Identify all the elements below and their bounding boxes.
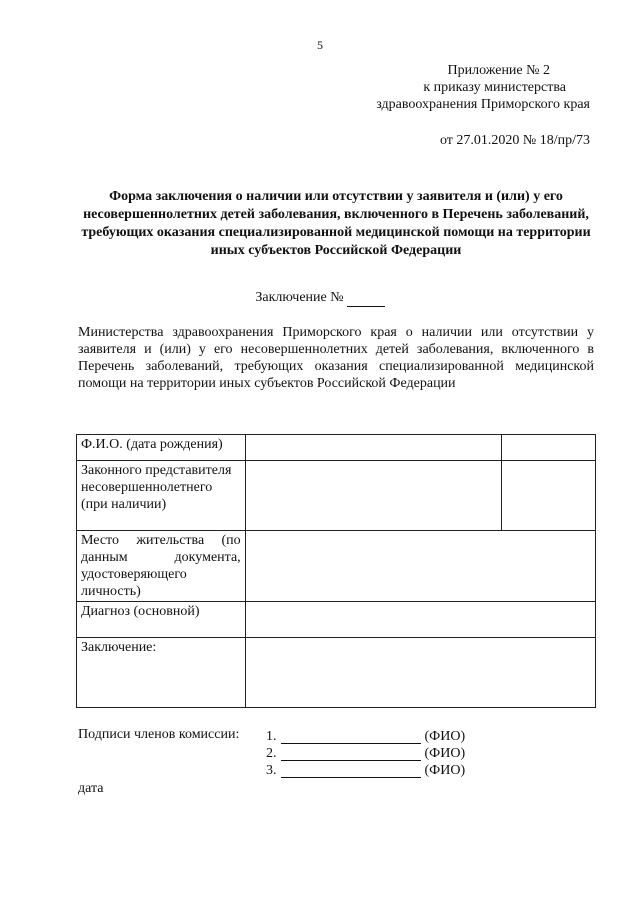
signature-suffix: (ФИО) <box>424 763 466 778</box>
field-diagnosis[interactable] <box>245 602 595 638</box>
appendix-line1: Приложение № 2 <box>447 63 550 78</box>
label-representative: Законного представителя несовершеннолетнего (при наличии) <box>77 461 246 531</box>
conclusion-heading-text: Заключение № <box>255 290 344 305</box>
signature-number: 3. <box>266 763 277 778</box>
label-residence: Место жительства (по данным документа, удостоверяющего личность) <box>77 531 246 602</box>
signature-blank[interactable] <box>281 761 421 778</box>
signature-suffix: (ФИО) <box>424 746 466 761</box>
signature-blank[interactable] <box>281 727 421 744</box>
form-title: Форма заключения о наличии или отсутствии у заявителя и (или) у его несовершеннолетних детей заболевания, включенного в Перечень заболеваний, требующих оказания специализированной медицинской помощи на территории иных субъектов Российской Федерации <box>81 189 591 258</box>
appendix-line2: к приказу министерства <box>423 80 566 95</box>
appendix-header <box>300 62 590 113</box>
signature-line-1 <box>266 727 465 745</box>
label-conclusion: Заключение: <box>77 638 246 708</box>
order-reference: от 27.01.2020 № 18/пр/73 <box>439 133 590 148</box>
signature-suffix: (ФИО) <box>424 729 466 744</box>
signature-line-2 <box>266 744 465 762</box>
conclusion-heading <box>0 290 640 307</box>
field-residence[interactable] <box>245 531 595 602</box>
field-fio-extra[interactable] <box>501 435 595 461</box>
table-row <box>77 435 596 461</box>
signature-line-3 <box>266 761 465 779</box>
table-row <box>77 531 596 602</box>
table-row <box>77 461 596 531</box>
field-representative-extra[interactable] <box>501 461 595 531</box>
signature-blank[interactable] <box>281 744 421 761</box>
form-table <box>76 434 596 708</box>
appendix-line3: здравоохранения Приморского края <box>376 97 590 112</box>
intro-text: Министерства здравоохранения Приморского края о наличии или отсутствии у заявителя и (или) у его несовершеннолетних детей заболевания, включенного в Перечень заболеваний, требующих оказания специализированной медицинской помощи на территории иных субъектов Российской Федерации <box>78 325 594 391</box>
field-conclusion[interactable] <box>245 638 595 708</box>
label-diagnosis: Диагноз (основной) <box>77 602 246 638</box>
table-row <box>77 638 596 708</box>
field-representative[interactable] <box>245 461 501 531</box>
label-fio: Ф.И.О. (дата рождения) <box>77 435 246 461</box>
date-label: дата <box>78 781 104 796</box>
signature-number: 1. <box>266 729 277 744</box>
field-fio[interactable] <box>245 435 501 461</box>
conclusion-number-blank <box>347 290 385 307</box>
signatures-label: Подписи членов комиссии: <box>78 727 240 742</box>
table-row <box>77 602 596 638</box>
signature-number: 2. <box>266 746 277 761</box>
page-number: 5 <box>317 38 323 52</box>
